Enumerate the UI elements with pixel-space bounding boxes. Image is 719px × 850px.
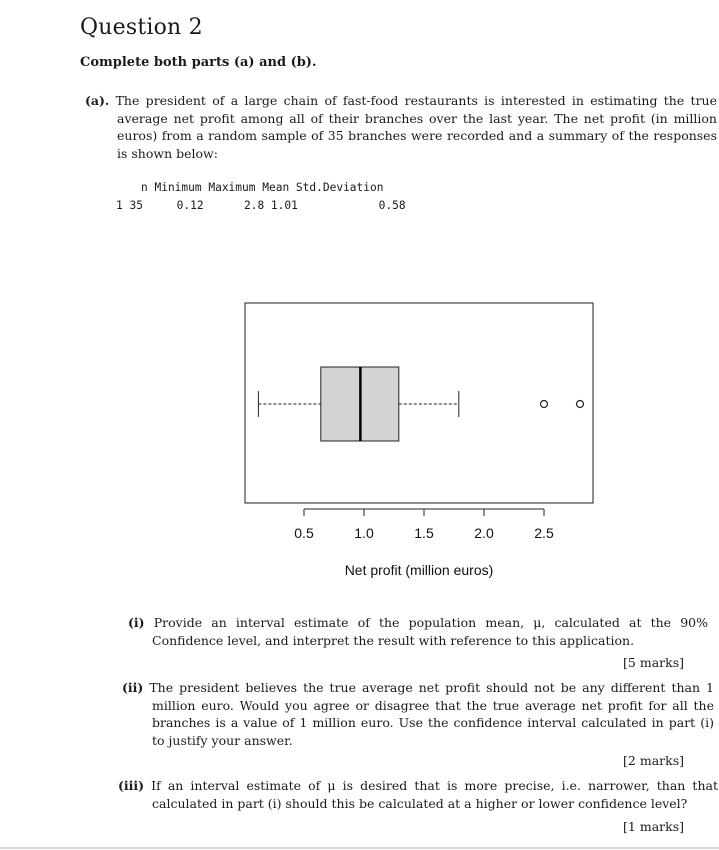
x-axis-label: Net profit (million euros) xyxy=(344,562,494,578)
page-divider xyxy=(0,847,719,849)
subquestion-ii-marks: [2 marks] xyxy=(623,753,684,768)
subquestion-iii xyxy=(118,777,718,812)
x-tick-label: 2.5 xyxy=(534,525,554,541)
subquestion-ii xyxy=(122,679,714,749)
question-title: Question 2 xyxy=(80,15,203,40)
outlier-point xyxy=(541,401,548,408)
question-intro: Complete both parts (a) and (b). xyxy=(80,55,317,70)
subquestion-iii-label: (iii) xyxy=(118,778,145,793)
x-axis xyxy=(294,509,554,541)
part-a-label: (a). xyxy=(85,93,110,108)
subquestion-ii-text: The president believes the true average net profit should not be any different than 1 million euro. Would you agree or disagree that the true average net profit for all the branches is a value of 1 million euro. Use the confidence interval calculated in part (i) to justify your answer. xyxy=(149,680,714,748)
outlier-point xyxy=(577,401,584,408)
x-tick-label: 0.5 xyxy=(294,525,314,541)
subquestion-i-marks: [5 marks] xyxy=(623,655,684,670)
x-tick-label: 1.5 xyxy=(414,525,434,541)
summary-table-header: n Minimum Maximum Mean Std.Deviation xyxy=(141,181,384,194)
subquestion-i-label: (i) xyxy=(128,615,145,630)
subquestion-i xyxy=(128,614,708,649)
subquestion-ii-label: (ii) xyxy=(122,680,144,695)
x-tick-label: 2.0 xyxy=(474,525,494,541)
part-a-text: The president of a large chain of fast-food restaurants is interested in estimating the true average net profit among all of their branches over the last year. The net profit (in million euros) from a random sample of 35 branches were recorded and a summary of the responses is shown below: xyxy=(115,93,717,161)
x-tick-label: 1.0 xyxy=(354,525,374,541)
subquestion-iii-text: If an interval estimate of μ is desired that is more precise, i.e. narrower, than that calculated in part (i) should this be calculated at a higher or lower confidence level? xyxy=(151,778,718,811)
subquestion-i-text: Provide an interval estimate of the population mean, μ, calculated at the 90% Confidence level, and interpret the result with reference to this application. xyxy=(152,615,709,648)
outliers-group xyxy=(541,401,584,408)
subquestion-iii-marks: [1 marks] xyxy=(623,819,684,834)
summary-table-row: 1 35 0.12 2.8 1.01 0.58 xyxy=(116,199,406,212)
